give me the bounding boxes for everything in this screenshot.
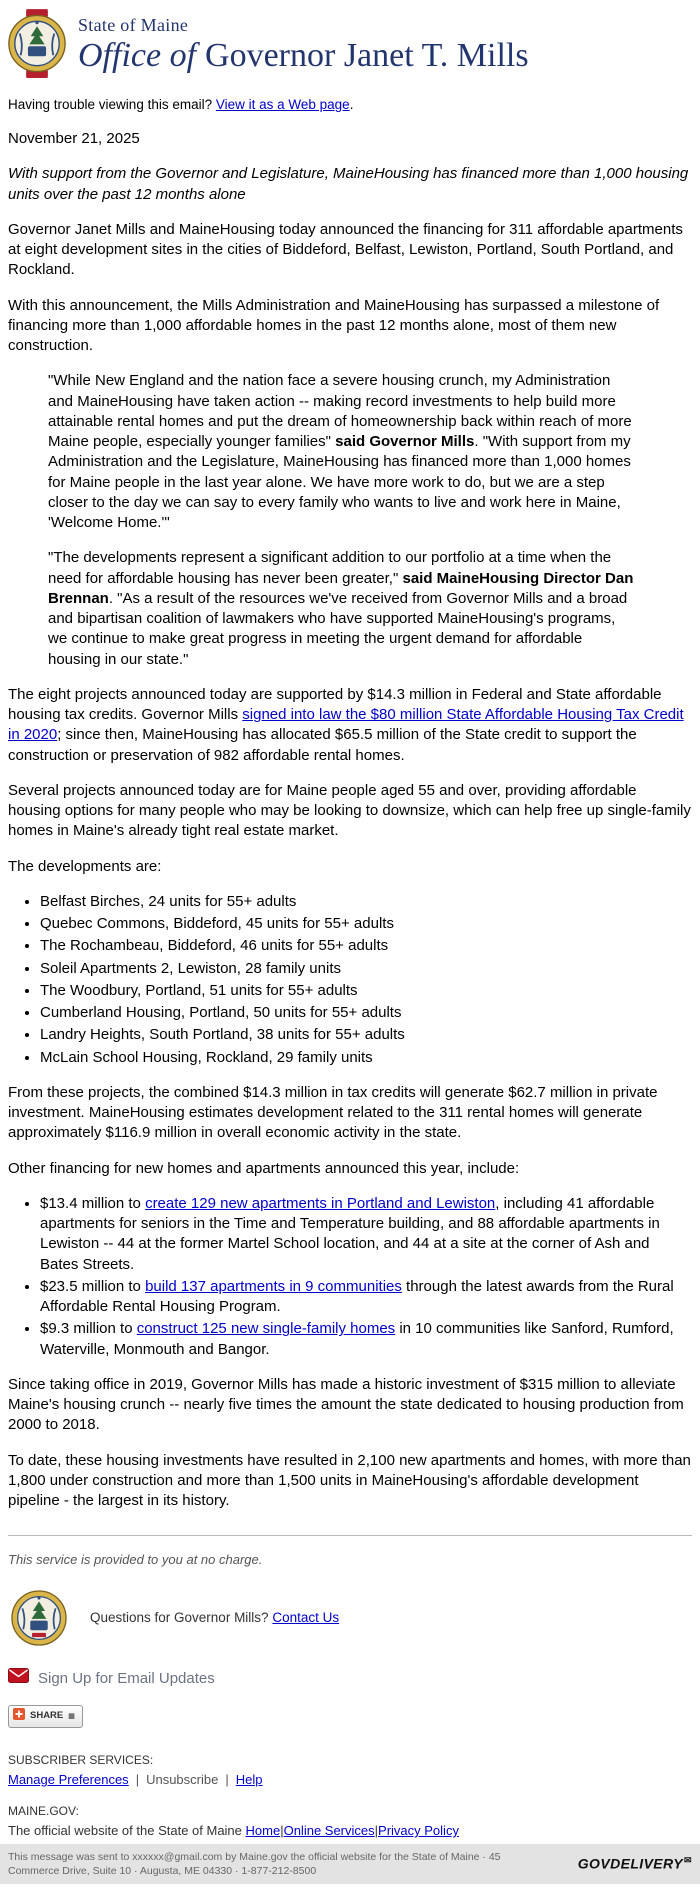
questions-line bbox=[90, 1609, 339, 1627]
page-title bbox=[78, 38, 529, 74]
quote-text: . "As a result of the resources we've received from Governor Mills and a broad and bipartisan coalition of lawmakers who have supported MaineHousing's programs, we continue to make great progress in meeting the urgent demand for affordable housing in our state." bbox=[48, 589, 628, 668]
development-item: • The Woodbury, Portland, 51 units for 55+ adults bbox=[40, 981, 692, 1001]
share-icon bbox=[13, 1708, 25, 1725]
financing-item bbox=[40, 1194, 692, 1275]
subtitle: With support from the Governor and Legislature, MaineHousing has financed more than 1,000 housing units over the past 12 months alone bbox=[8, 165, 689, 203]
financing-text: in 10 communities like Sanford, Rumford, Waterville, Monmouth and Bangor. bbox=[40, 1320, 674, 1358]
subscriber-links-row bbox=[8, 1771, 692, 1789]
mainegov-heading: MAINE.GOV: bbox=[8, 1803, 79, 1818]
mainegov-text: The official website of the State of Maine bbox=[8, 1823, 246, 1838]
tax-credit-paragraph bbox=[8, 685, 692, 766]
view-online-text: Having trouble viewing this email? bbox=[8, 97, 216, 112]
subscriber-services-heading: SUBSCRIBER SERVICES: bbox=[8, 1753, 154, 1768]
govdelivery-logo bbox=[578, 1854, 692, 1874]
quote-governor-mills bbox=[48, 371, 637, 533]
portland-lewiston-link[interactable]: create 129 new apartments in Portland and Lewiston bbox=[145, 1194, 496, 1212]
financing-text: $9.3 million to bbox=[40, 1320, 137, 1338]
govdelivery-wordmark: GOVDELIVERY bbox=[577, 1855, 684, 1872]
email-signup-link[interactable] bbox=[8, 1668, 692, 1689]
maine-state-seal-icon bbox=[8, 8, 66, 79]
development-item: • Quebec Commons, Biddeford, 45 units for 55+ adults bbox=[40, 914, 692, 934]
help-link[interactable]: Help bbox=[235, 1772, 263, 1788]
quote-dan-brennan bbox=[48, 548, 637, 670]
date-line: November 21, 2025 bbox=[8, 130, 140, 148]
privacy-policy-link[interactable]: Privacy Policy bbox=[378, 1823, 459, 1838]
financing-text: , including 41 affordable apartments for seniors in the Time and Temperature building, and 88 affordable apartments in Lewiston -- 44 at the former Martel School location, and 44 at a site at the corner of Ash and Bates Streets. bbox=[40, 1194, 660, 1273]
investment-paragraph: From these projects, the combined $14.3 million in tax credits will generate $62.7 million in private investment. MaineHousing estimates development related to the 311 rental homes will generate approximately $116.9 million in overall economic activity in the state. bbox=[8, 1083, 658, 1142]
development-item: • McLain School Housing, Rockland, 29 family units bbox=[40, 1048, 692, 1068]
separator: | bbox=[374, 1823, 379, 1838]
quote-text: "The developments represent a significant addition to our portfolio at a time when the need for affordable housing has never been greater," bbox=[48, 549, 612, 587]
govdelivery-envelope-icon: ✉ bbox=[684, 1854, 692, 1865]
online-services-link[interactable]: Online Services bbox=[283, 1823, 375, 1838]
financing-text: through the latest awards from the Rural Affordable Rental Housing Program. bbox=[40, 1277, 674, 1316]
quote-attribution: said MaineHousing Director Dan Brennan bbox=[48, 569, 634, 607]
masthead bbox=[78, 13, 529, 74]
manage-preferences-link[interactable]: Manage Preferences bbox=[8, 1772, 129, 1788]
header bbox=[0, 0, 700, 81]
developments-heading: The developments are: bbox=[8, 857, 162, 875]
unsubscribe-label[interactable]: Unsubscribe bbox=[146, 1772, 219, 1788]
separator: | bbox=[135, 1772, 140, 1788]
intro-paragraph: Governor Janet Mills and MaineHousing today announced the financing for 311 affordable apartments at eight development sites in the cities of Biddeford, Belfast, Lewiston, Portland, South Portland, and Rockland. bbox=[8, 220, 683, 279]
financing-text: $23.5 million to bbox=[40, 1277, 146, 1295]
tax-credit-text: The eight projects announced today are supported by $14.3 million in Federal and State affordable housing tax credits. Governor Mills bbox=[8, 685, 662, 724]
other-financing-heading: Other financing for new homes and apartments announced this year, include: bbox=[8, 1159, 520, 1177]
separator: | bbox=[280, 1823, 284, 1838]
share-button[interactable] bbox=[8, 1705, 83, 1728]
signup-label: Sign Up for Email Updates bbox=[38, 1669, 215, 1687]
red-envelope-icon bbox=[8, 1668, 29, 1689]
share-caret-icon: ▦ bbox=[68, 1712, 75, 1720]
view-online-period: . bbox=[349, 97, 354, 112]
separator: | bbox=[225, 1772, 229, 1788]
delivery-message: This message was sent to xxxxxx@gmail.com by Maine.gov the official website for the State of Maine · 45 Commerce Drive, Suite 10 · Augusta, ME 04330 · 1-877-212-8500 bbox=[8, 1850, 501, 1877]
office-prefix: Office of bbox=[78, 37, 197, 75]
development-item: • Landry Heights, South Portland, 38 units for 55+ adults bbox=[40, 1025, 692, 1045]
rural-housing-link[interactable]: build 137 apartments in 9 communities bbox=[145, 1277, 402, 1295]
questions-row bbox=[8, 1584, 692, 1652]
email-body bbox=[0, 81, 700, 1844]
view-online-line bbox=[8, 96, 692, 114]
development-item: • Soleil Apartments 2, Lewiston, 28 family units bbox=[40, 959, 692, 979]
financing-list bbox=[8, 1194, 692, 1360]
single-family-homes-link[interactable]: construct 125 new single-family homes bbox=[136, 1320, 396, 1338]
historic-investment-paragraph: Since taking office in 2019, Governor Mills has made a historic investment of $315 million to alleviate Maine's housing crunch -- nearly five times the amount the state dedicated to housing production from 2000 to 2018. bbox=[8, 1375, 684, 1434]
org-name: State of Maine bbox=[78, 15, 189, 35]
maine-state-seal-icon bbox=[8, 1584, 70, 1652]
financing-item bbox=[40, 1277, 692, 1318]
mainegov-links-row bbox=[8, 1822, 692, 1840]
delivery-footer-bar bbox=[0, 1844, 700, 1884]
quote-text: "While New England and the nation face a severe housing crunch, my Administration and MaineHousing have taken action -- making record investments to help build more attainable rental homes and put the dream of homeownership back within reach of more Maine people, especially younger families" bbox=[48, 372, 632, 451]
development-item: • Cumberland Housing, Portland, 50 units for 55+ adults bbox=[40, 1003, 692, 1023]
contact-us-link[interactable]: Contact Us bbox=[272, 1609, 340, 1625]
developments-list bbox=[8, 892, 692, 1068]
financing-item bbox=[40, 1319, 692, 1360]
milestone-paragraph: With this announcement, the Mills Administration and MaineHousing has surpassed a milestone of financing more than 1,000 affordable homes in the past 12 months alone, most of them new construction. bbox=[8, 296, 660, 355]
financing-text: $13.4 million to bbox=[40, 1194, 146, 1212]
divider bbox=[8, 1535, 692, 1536]
office-name: Governor Janet T. Mills bbox=[205, 37, 529, 75]
view-web-page-link[interactable]: View it as a Web page bbox=[215, 97, 350, 112]
to-date-paragraph: To date, these housing investments have resulted in 2,100 new apartments and homes, with more than 1,800 under construction and more than 1,500 units in MaineHousing's affordable development pipeline - the largest in its history. bbox=[8, 1451, 691, 1510]
quote-text: . "With support from my Administration and the Legislature, MaineHousing has financed more than 1,000 homes for Maine people in the last year alone. We have more work to do, but we are a step closer to the day we can say to every family who wants to live and work here in Maine, 'Welcome Home.'" bbox=[48, 433, 631, 532]
downsize-paragraph: Several projects announced today are for Maine people aged 55 and over, providing affordable housing options for many people who may be looking to downsize, which can help free up single-family homes in Maine's already tight real estate market. bbox=[8, 781, 691, 840]
tax-credit-law-link[interactable]: signed into law the $80 million State Affordable Housing Tax Credit in 2020 bbox=[8, 706, 684, 744]
home-link[interactable]: Home bbox=[245, 1823, 281, 1838]
development-item: • The Rochambeau, Biddeford, 46 units for 55+ adults bbox=[40, 936, 692, 956]
development-item: • Belfast Birches, 24 units for 55+ adults bbox=[40, 892, 692, 912]
quote-attribution: said Governor Mills bbox=[335, 433, 475, 451]
share-label: SHARE bbox=[30, 1710, 64, 1722]
no-charge-notice: This service is provided to you at no charge. bbox=[8, 1552, 263, 1568]
questions-text: Questions for Governor Mills? bbox=[90, 1609, 273, 1625]
tax-credit-text: ; since then, MaineHousing has allocated $65.5 million of the State credit to support the construction or preservation of 982 affordable rental homes. bbox=[8, 726, 637, 764]
